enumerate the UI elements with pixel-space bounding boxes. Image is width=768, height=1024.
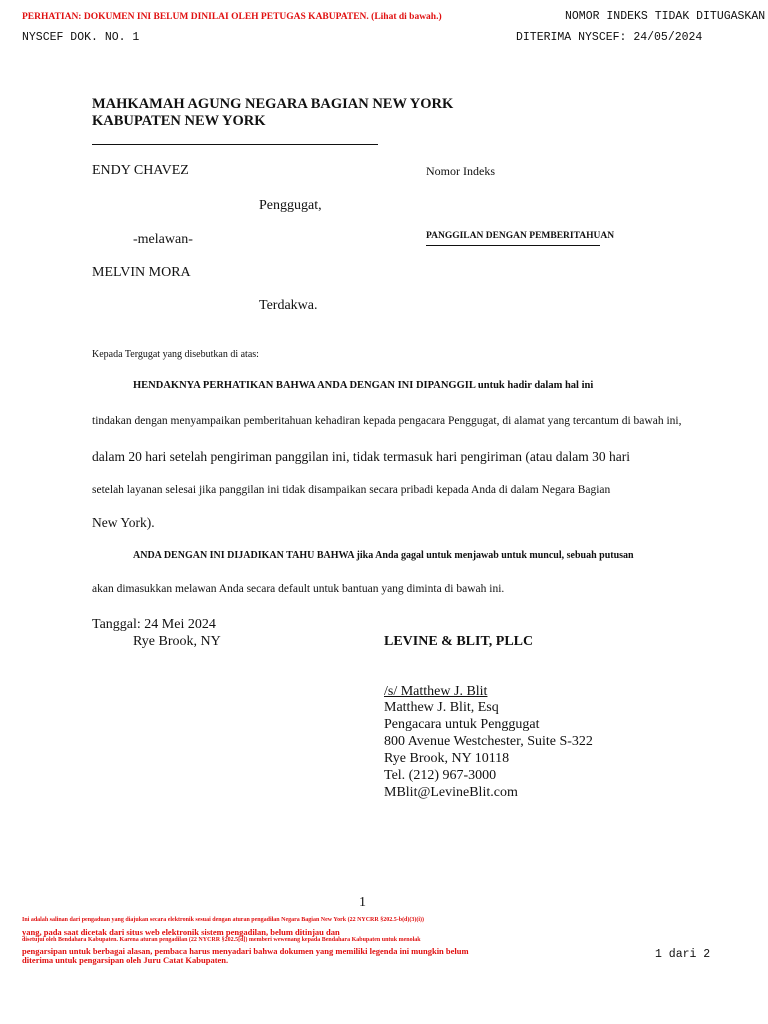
default-text-line-2: akan dimasukkan melawan Anda secara default untuk bantuan yang diminta di bawah ini.	[92, 583, 505, 595]
dated-line: Tanggal: 24 Mei 2024	[92, 617, 216, 632]
nyscef-doc-number: NYSCEF DOK. NO. 1	[22, 31, 140, 44]
law-firm-name: LEVINE & BLIT, PLLC	[384, 634, 534, 649]
county-name: KABUPATEN NEW YORK	[92, 113, 266, 129]
summons-text-line-4: setelah layanan selesai jika panggilan ini tidak disampaikan secara pribadi kepada Anda di dalam Negara Bagian	[92, 484, 611, 496]
caption-rule	[92, 144, 378, 145]
address-line-1: 800 Avenue Westchester, Suite S-322	[384, 734, 593, 749]
dated-place: Rye Brook, NY	[133, 634, 221, 649]
summons-text-line-2: tindakan dengan menyampaikan pemberitahuan kehadiran kepada pengacara Penggugat, di alamat yang tercantum di bawah ini,	[92, 415, 682, 427]
page-of-total: 1 dari 2	[655, 948, 711, 961]
summons-notice-line: HENDAKNYA PERHATIKAN BAHWA ANDA DENGAN INI DIPANGGIL untuk hadir dalam hal ini	[133, 380, 594, 391]
filing-notice-line-5: diterima untuk pengarsipan oleh Juru Catat Kabupaten.	[22, 955, 229, 965]
default-notice-line: ANDA DENGAN INI DIJADIKAN TAHU BAHWA jika Anda gagal untuk menjawab untuk muncul, sebuah putusan	[133, 550, 634, 561]
page-number: 1	[359, 895, 366, 910]
summons-text-line-5: New York).	[92, 515, 155, 530]
plaintiff-name: ENDY CHAVEZ	[92, 163, 189, 178]
document-type-rule	[426, 245, 600, 246]
plaintiff-role: Penggugat,	[259, 198, 322, 213]
index-number-label: Nomor Indeks	[426, 164, 495, 178]
versus-label: -melawan-	[133, 232, 193, 247]
address-line-2: Rye Brook, NY 10118	[384, 751, 510, 766]
defendant-role: Terdakwa.	[259, 298, 318, 313]
filing-notice-line-3: disetujui oleh Bendahara Kabupaten. Karena aturan pengadilan (22 NYCRR §202.5[d]) memberi wewenang kepada Bendahara Kabupaten untuk menolak	[22, 937, 421, 943]
unreviewed-warning: PERHATIAN: DOKUMEN INI BELUM DINILAI OLEH PETUGAS KABUPATEN. (Lihat di bawah.)	[22, 12, 442, 22]
email-address: MBlit@LevineBlit.com	[384, 785, 518, 800]
filing-notice-line-4: pengarsipan untuk berbagai alasan, pembaca harus menyadari bahwa dokumen yang memiliki legenda ini mungkin belum	[22, 946, 469, 956]
defendant-name: MELVIN MORA	[92, 265, 191, 280]
telephone: Tel. (212) 967-3000	[384, 768, 497, 783]
addressee: Kepada Tergugat yang disebutkan di atas:	[92, 349, 259, 360]
summons-text-line-3: dalam 20 hari setelah pengiriman panggilan ini, tidak termasuk hari pengiriman (atau dalam 30 hari	[92, 449, 630, 464]
index-status: NOMOR INDEKS TIDAK DITUGASKAN	[565, 10, 766, 23]
electronic-signature: /s/ Matthew J. Blit	[384, 684, 488, 699]
filing-notice-line-1: Ini adalah salinan dari pengaduan yang diajukan secara elektronik sesuai dengan aturan pengadilan Negara Bagian New York (22 NYCRR §202.5-b(d)(3)(i))	[22, 917, 425, 923]
attorney-name: Matthew J. Blit, Esq	[384, 700, 499, 715]
attorney-title: Pengacara untuk Penggugat	[384, 717, 540, 732]
filing-notice-line-2: yang, pada saat dicetak dari situs web elektronik sistem pengadilan, belum ditinjau dan	[22, 927, 340, 937]
document-type: PANGGILAN DENGAN PEMBERITAHUAN	[426, 231, 615, 241]
received-date: DITERIMA NYSCEF: 24/05/2024	[516, 31, 703, 44]
court-name: MAHKAMAH AGUNG NEGARA BAGIAN NEW YORK	[92, 96, 454, 112]
